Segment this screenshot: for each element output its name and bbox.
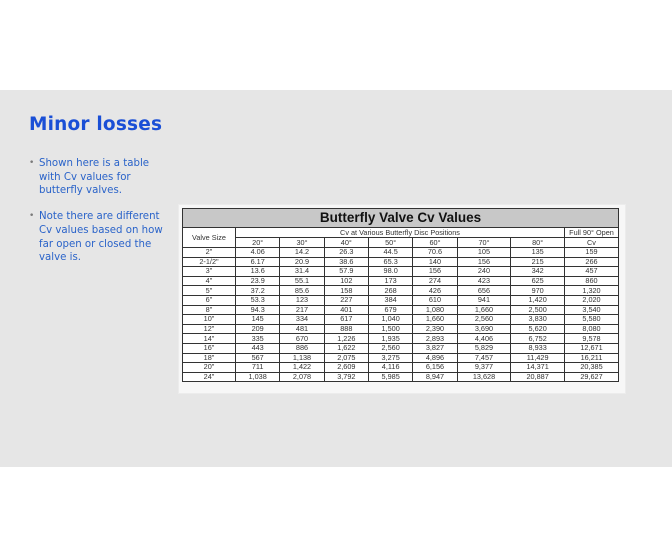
valve-size-cell: 24"	[183, 372, 236, 382]
cv-value-cell: 227	[324, 295, 368, 305]
cv-value-cell: 1,422	[280, 363, 324, 373]
cv-value-cell: 5,620	[511, 324, 565, 334]
cv-value-cell: 3,827	[413, 343, 457, 353]
cv-value-cell: 5,829	[457, 343, 511, 353]
table-row	[183, 372, 619, 382]
table-row	[183, 305, 619, 315]
cv-value-cell: 970	[511, 286, 565, 296]
table-row	[183, 353, 619, 363]
table-row	[183, 315, 619, 325]
cv-value-cell: 888	[324, 324, 368, 334]
cv-value-cell: 13.6	[236, 267, 280, 277]
cv-value-cell: 2,500	[511, 305, 565, 315]
cv-value-cell: 4,896	[413, 353, 457, 363]
cv-value-cell: 12,671	[565, 343, 619, 353]
cv-value-cell: 2,075	[324, 353, 368, 363]
cv-table-image	[178, 204, 626, 394]
disc-positions-header: Cv at Various Butterfly Disc Positions	[236, 228, 565, 238]
cv-value-cell: 2,020	[565, 295, 619, 305]
cv-value-cell: 2,078	[280, 372, 324, 382]
bullet-list	[29, 157, 164, 277]
cv-value-cell: 85.6	[280, 286, 324, 296]
cv-value-cell: 670	[280, 334, 324, 344]
cv-value-cell: 711	[236, 363, 280, 373]
valve-size-cell: 5"	[183, 286, 236, 296]
cv-value-cell: 3,830	[511, 315, 565, 325]
table-row	[183, 286, 619, 296]
cv-value-cell: 3,540	[565, 305, 619, 315]
cv-value-cell: 401	[324, 305, 368, 315]
cv-value-cell: 53.3	[236, 295, 280, 305]
cv-value-cell: 37.2	[236, 286, 280, 296]
cv-value-cell: 70.6	[413, 248, 457, 258]
cv-value-cell: 16,211	[565, 353, 619, 363]
cv-value-cell: 105	[457, 248, 511, 258]
cv-value-cell: 44.5	[368, 248, 412, 258]
cv-table	[182, 208, 619, 382]
cv-value-cell: 2,390	[413, 324, 457, 334]
position-header: 30°	[280, 238, 324, 248]
cv-value-cell: 656	[457, 286, 511, 296]
cv-value-cell: 426	[413, 286, 457, 296]
cv-value-cell: 13,628	[457, 372, 511, 382]
cv-value-cell: 6,156	[413, 363, 457, 373]
table-row	[183, 324, 619, 334]
position-header: 50°	[368, 238, 412, 248]
cv-value-cell: 23.9	[236, 276, 280, 286]
position-header: 70°	[457, 238, 511, 248]
cv-value-cell: 1,080	[413, 305, 457, 315]
cv-value-cell: 156	[457, 257, 511, 267]
valve-size-cell: 4"	[183, 276, 236, 286]
full-open-cv-header: Cv	[565, 238, 619, 248]
cv-value-cell: 1,420	[511, 295, 565, 305]
cv-value-cell: 4.06	[236, 248, 280, 258]
cv-value-cell: 14,371	[511, 363, 565, 373]
cv-value-cell: 65.3	[368, 257, 412, 267]
cv-value-cell: 1,660	[457, 305, 511, 315]
cv-value-cell: 9,377	[457, 363, 511, 373]
cv-value-cell: 610	[413, 295, 457, 305]
cv-value-cell: 8,080	[565, 324, 619, 334]
cv-value-cell: 20.9	[280, 257, 324, 267]
cv-value-cell: 4,406	[457, 334, 511, 344]
table-row	[183, 343, 619, 353]
cv-value-cell: 158	[324, 286, 368, 296]
cv-value-cell: 6,752	[511, 334, 565, 344]
table-title: Butterfly Valve Cv Values	[183, 209, 619, 228]
valve-size-cell: 8"	[183, 305, 236, 315]
cv-value-cell: 1,660	[413, 315, 457, 325]
cv-value-cell: 29,627	[565, 372, 619, 382]
cv-value-cell: 342	[511, 267, 565, 277]
cv-value-cell: 1,935	[368, 334, 412, 344]
cv-value-cell: 173	[368, 276, 412, 286]
cv-value-cell: 679	[368, 305, 412, 315]
position-header: 20°	[236, 238, 280, 248]
valve-size-cell: 2"	[183, 248, 236, 258]
valve-size-cell: 20"	[183, 363, 236, 373]
cv-value-cell: 6.17	[236, 257, 280, 267]
table-row	[183, 257, 619, 267]
cv-value-cell: 384	[368, 295, 412, 305]
cv-value-cell: 8,947	[413, 372, 457, 382]
cv-value-cell: 567	[236, 353, 280, 363]
cv-value-cell: 2,560	[457, 315, 511, 325]
cv-value-cell: 268	[368, 286, 412, 296]
valve-size-cell: 16"	[183, 343, 236, 353]
valve-size-cell: 6"	[183, 295, 236, 305]
cv-value-cell: 57.9	[324, 267, 368, 277]
cv-value-cell: 159	[565, 248, 619, 258]
cv-value-cell: 3,275	[368, 353, 412, 363]
position-header: 40°	[324, 238, 368, 248]
table-row	[183, 267, 619, 277]
cv-value-cell: 145	[236, 315, 280, 325]
full-open-header: Full 90° Open	[565, 228, 619, 238]
table-row	[183, 276, 619, 286]
cv-value-cell: 334	[280, 315, 324, 325]
cv-value-cell: 5,580	[565, 315, 619, 325]
valve-size-cell: 14"	[183, 334, 236, 344]
cv-value-cell: 240	[457, 267, 511, 277]
cv-value-cell: 26.3	[324, 248, 368, 258]
cv-value-cell: 215	[511, 257, 565, 267]
cv-value-cell: 7,457	[457, 353, 511, 363]
valve-size-cell: 10"	[183, 315, 236, 325]
cv-value-cell: 2,609	[324, 363, 368, 373]
cv-value-cell: 1,500	[368, 324, 412, 334]
cv-value-cell: 123	[280, 295, 324, 305]
cv-value-cell: 1,038	[236, 372, 280, 382]
cv-value-cell: 617	[324, 315, 368, 325]
cv-value-cell: 4,116	[368, 363, 412, 373]
cv-value-cell: 423	[457, 276, 511, 286]
slide	[0, 90, 672, 467]
valve-size-cell: 2-1/2"	[183, 257, 236, 267]
table-row	[183, 248, 619, 258]
cv-value-cell: 8,933	[511, 343, 565, 353]
cv-value-cell: 1,320	[565, 286, 619, 296]
cv-value-cell: 11,429	[511, 353, 565, 363]
table-row	[183, 295, 619, 305]
cv-value-cell: 9,578	[565, 334, 619, 344]
cv-value-cell: 14.2	[280, 248, 324, 258]
cv-value-cell: 443	[236, 343, 280, 353]
cv-value-cell: 941	[457, 295, 511, 305]
cv-value-cell: 625	[511, 276, 565, 286]
valve-size-cell: 18"	[183, 353, 236, 363]
bullet-item: • Note there are different Cv values based on how far open or closed the valve is.	[29, 210, 164, 265]
cv-value-cell: 94.3	[236, 305, 280, 315]
cv-value-cell: 3,690	[457, 324, 511, 334]
cv-value-cell: 1,138	[280, 353, 324, 363]
cv-value-cell: 217	[280, 305, 324, 315]
cv-value-cell: 20,385	[565, 363, 619, 373]
cv-value-cell: 98.0	[368, 267, 412, 277]
cv-value-cell: 1,622	[324, 343, 368, 353]
cv-value-cell: 335	[236, 334, 280, 344]
table-body	[183, 248, 619, 382]
cv-value-cell: 156	[413, 267, 457, 277]
cv-value-cell: 20,887	[511, 372, 565, 382]
bullet-item: • Shown here is a table with Cv values for butterfly valves.	[29, 157, 164, 198]
valve-size-cell: 3"	[183, 267, 236, 277]
cv-value-cell: 274	[413, 276, 457, 286]
slide-title: Minor losses	[29, 114, 163, 135]
cv-value-cell: 102	[324, 276, 368, 286]
position-header: 80°	[511, 238, 565, 248]
cv-value-cell: 209	[236, 324, 280, 334]
cv-value-cell: 886	[280, 343, 324, 353]
valve-size-header: Valve Size	[183, 228, 236, 248]
table-row	[183, 363, 619, 373]
cv-value-cell: 1,040	[368, 315, 412, 325]
cv-value-cell: 2,893	[413, 334, 457, 344]
cv-value-cell: 1,226	[324, 334, 368, 344]
cv-value-cell: 860	[565, 276, 619, 286]
position-header-row	[183, 238, 619, 248]
cv-value-cell: 31.4	[280, 267, 324, 277]
cv-value-cell: 2,560	[368, 343, 412, 353]
position-header: 60°	[413, 238, 457, 248]
cv-value-cell: 3,792	[324, 372, 368, 382]
cv-value-cell: 135	[511, 248, 565, 258]
cv-value-cell: 55.1	[280, 276, 324, 286]
cv-value-cell: 457	[565, 267, 619, 277]
cv-value-cell: 140	[413, 257, 457, 267]
valve-size-cell: 12"	[183, 324, 236, 334]
table-row	[183, 334, 619, 344]
cv-value-cell: 5,985	[368, 372, 412, 382]
cv-value-cell: 481	[280, 324, 324, 334]
cv-value-cell: 266	[565, 257, 619, 267]
cv-value-cell: 38.6	[324, 257, 368, 267]
